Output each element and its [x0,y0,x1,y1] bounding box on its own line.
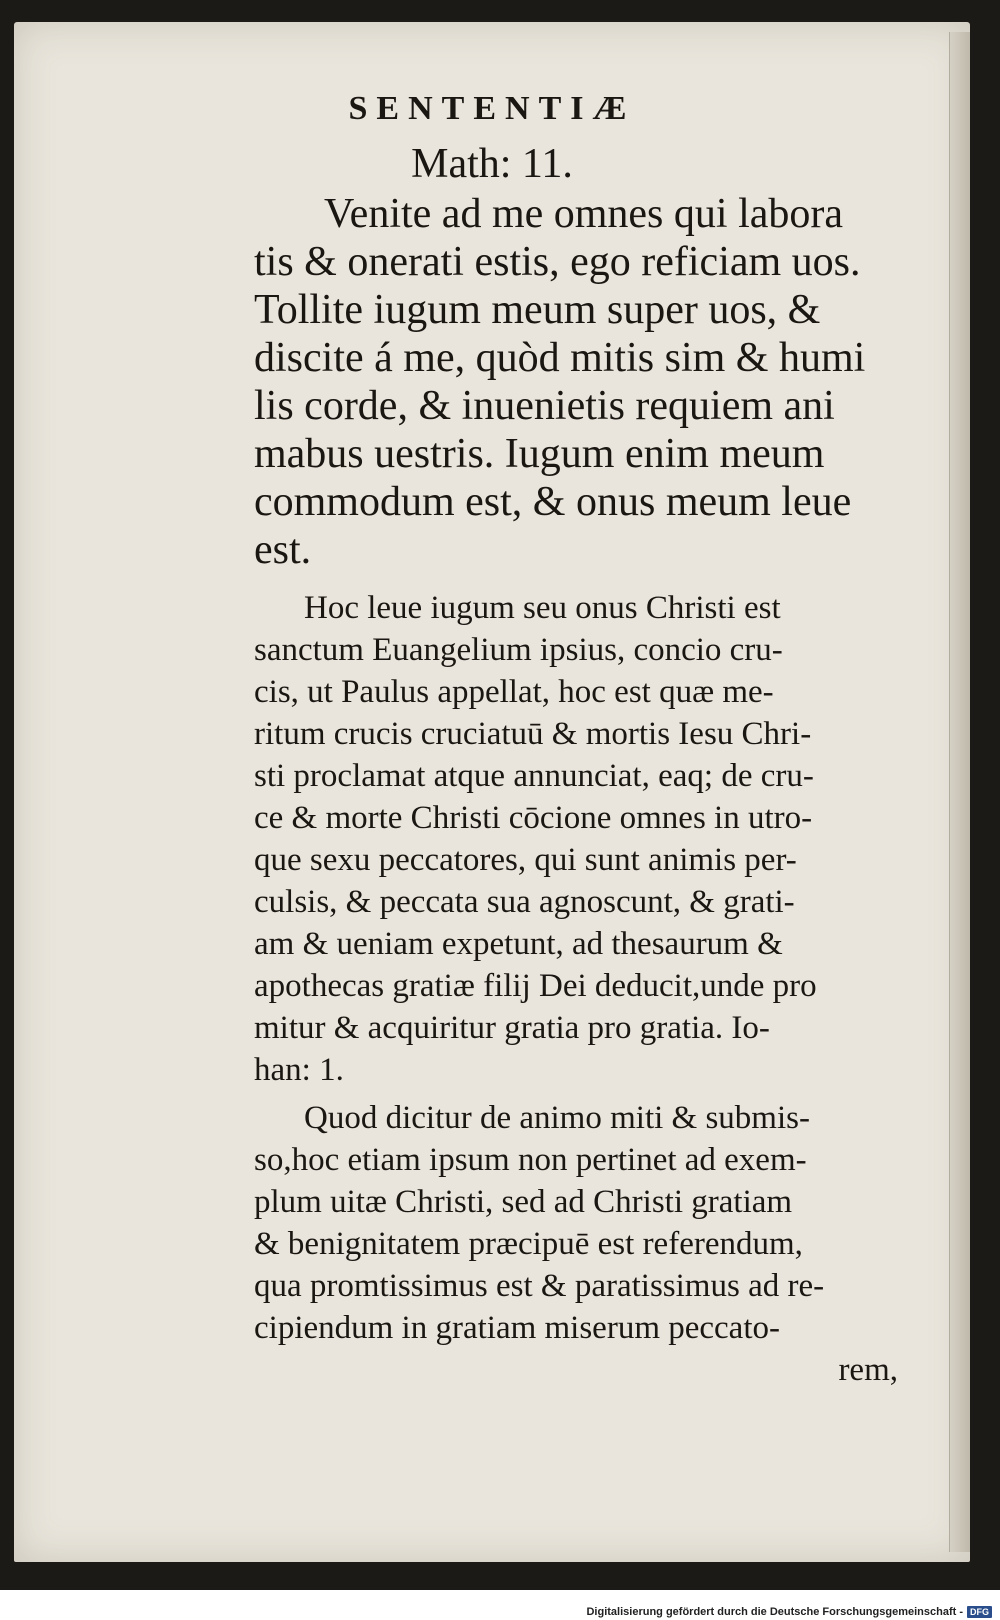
footer-credit: Digitalisierung gefördert durch die Deutsche Forschungsgemeinschaft - [586,1606,963,1618]
text-line: qua promtissimus est & paratissimus ad re- [254,1268,825,1304]
text-line: han: 1. [254,1052,344,1088]
text-line: & benignitatem præcipuē est referendum, [254,1226,803,1262]
text-line: cipiendum in gratiam miserum peccato- [254,1310,780,1346]
text-line: apothecas gratiæ filij Dei deducit,unde pro [254,968,817,1004]
text-line: tis & onerati estis, ego reficiam uos. [254,239,861,285]
text-line: Tollite iugum meum super uos, & [254,287,821,333]
text-line: que sexu peccatores, qui sunt animis per- [254,842,797,878]
text-line: ce & morte Christi cōcione omnes in utro- [254,800,813,836]
text-line: plum uitæ Christi, sed ad Christi gratiam [254,1184,793,1220]
text-line: lis corde, & inuenietis requiem ani [254,383,835,429]
catchword: rem, [838,1352,898,1388]
running-head: SENTENTIÆ [348,90,636,127]
text-line: ritum crucis cruciatuū & mortis Iesu Chri- [254,716,812,752]
text-line: Venite ad me omnes qui labora [324,191,844,237]
text-line: est. [254,527,312,573]
text-line: commodum est, & onus meum leue [254,479,852,525]
text-line: mitur & acquiritur gratia pro gratia. Io- [254,1010,770,1046]
text-line: cis, ut Paulus appellat, hoc est quæ me- [254,674,774,710]
text-line: am & ueniam expetunt, ad thesaurum & [254,926,783,962]
book-page [14,22,970,1562]
scripture-citation: Math: 11. [411,141,573,187]
text-line: Hoc leue iugum seu onus Christi est [304,590,781,626]
text-line: mabus uestris. Iugum enim meum [254,431,825,477]
text-line: sanctum Euangelium ipsius, concio cru- [254,632,783,668]
page-text [14,22,970,1562]
dfg-logo: DFG [967,1606,992,1618]
text-line: so,hoc etiam ipsum non pertinet ad exem- [254,1142,807,1178]
digitization-footer [586,1606,992,1618]
text-line: sti proclamat atque annunciat, eaq; de cru- [254,758,814,794]
text-line: discite á me, quòd mitis sim & humi [254,335,866,381]
text-line: Quod dicitur de animo miti & submis- [304,1100,810,1136]
text-line: culsis, & peccata sua agnoscunt, & grati- [254,884,795,920]
